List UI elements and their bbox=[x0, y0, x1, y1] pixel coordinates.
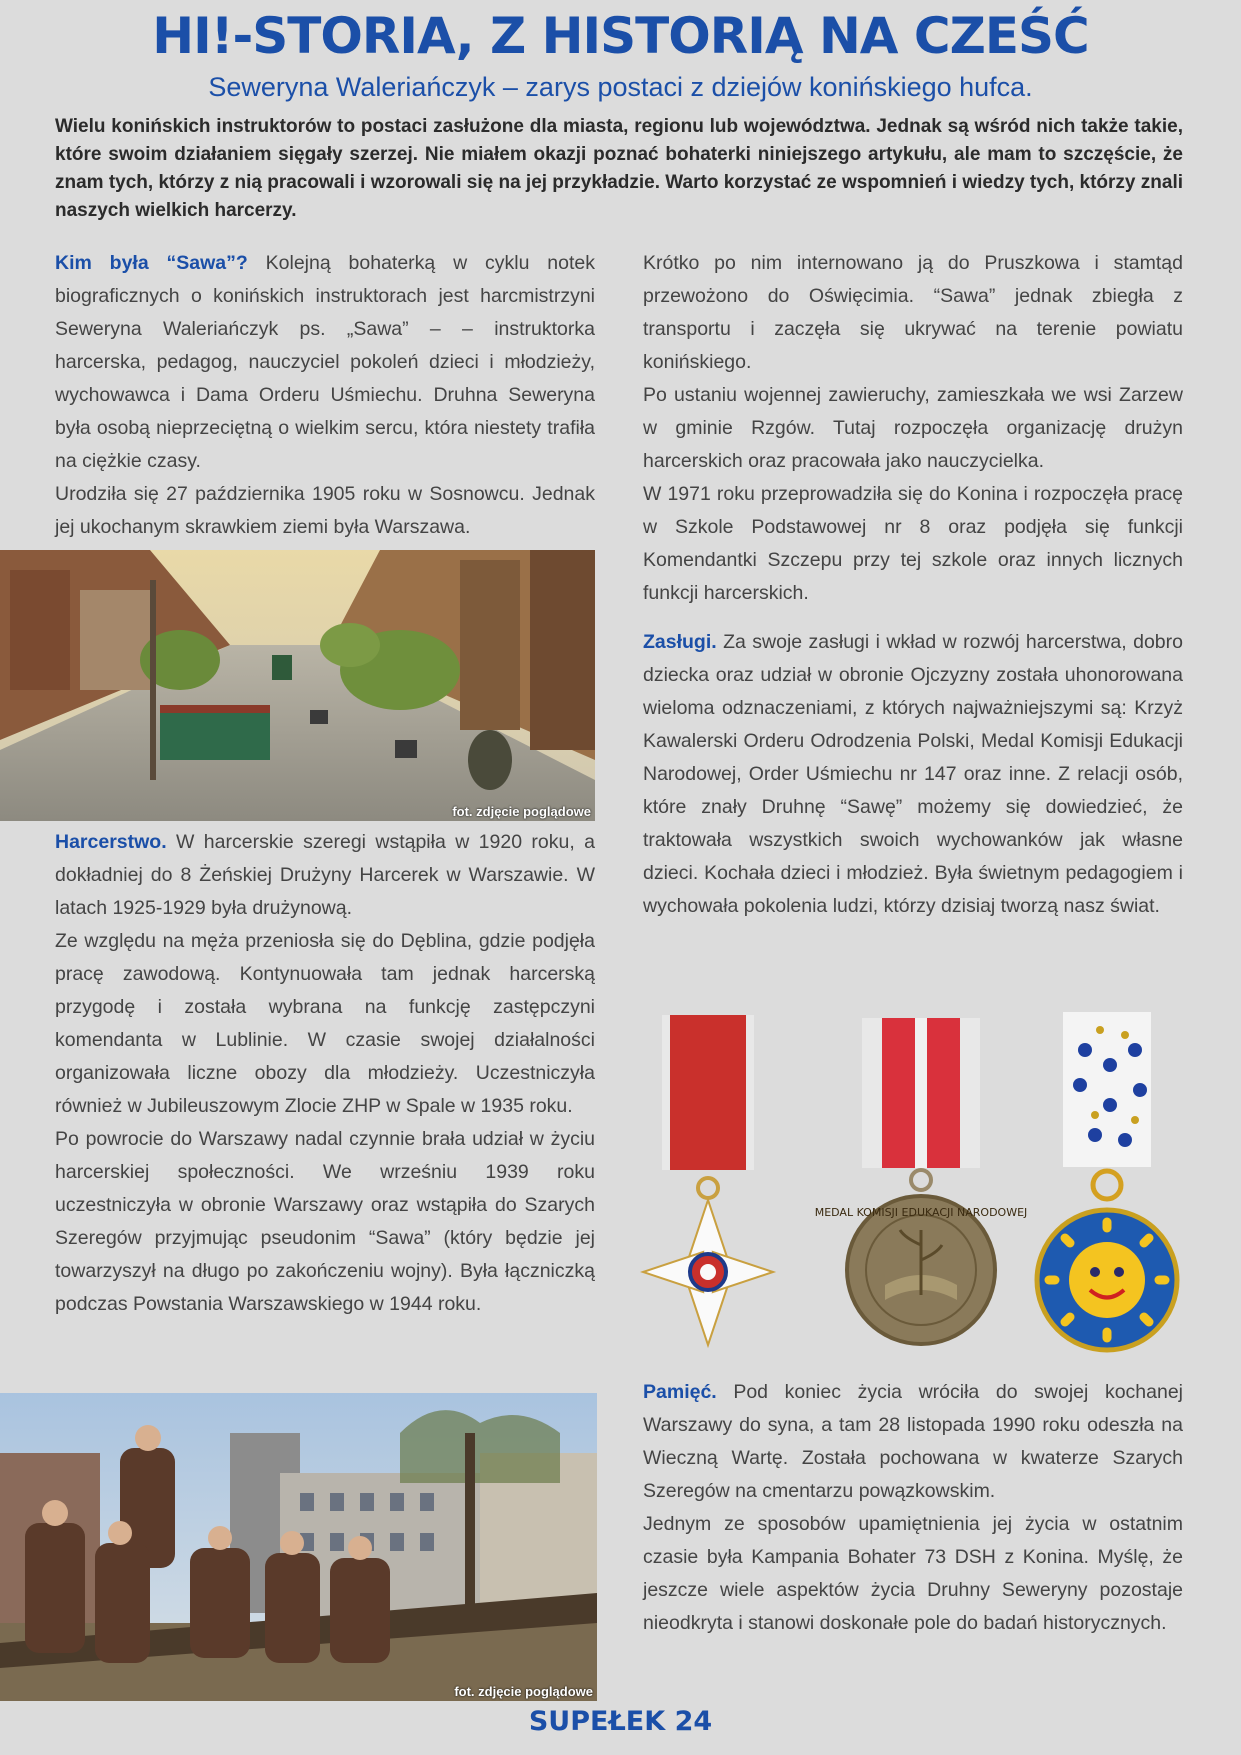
ken-medal-icon bbox=[815, 1018, 1028, 1344]
war-paragraph-1: Krótko po nim internowano ją do Pruszkowa i stamtąd przewożono do Oświęcimia. “Sawa” jednak zbiegła z transportu i zaczęła się ukrywać na terenie powiatu konińskiego. bbox=[643, 252, 1183, 373]
page-subtitle: Seweryna Waleriańczyk – zarys postaci z dziejów konińskiego hufca. bbox=[208, 72, 1033, 102]
scouting-paragraph-1: Harcerstwo. W harcerskie szeregi wstąpiła w 1920 roku, a dokładniej do 8 Żeńskiej Drużyny Harcerek w Warszawie. W latach 1925-1929 była drużynową. bbox=[55, 831, 595, 919]
medals-illustration bbox=[640, 1010, 1185, 1360]
scouts-group-photo bbox=[0, 1393, 597, 1701]
scouts-illustration bbox=[0, 1393, 597, 1701]
war-paragraph-3: W 1971 roku przeprowadziła się do Konina i rozpoczęła pracę w Szkole Podstawowej nr 8 oraz podjęła się funkcji Komendantki Szczepu przy tej szkole oraz innych licznych funkcji harcerskich. bbox=[643, 483, 1183, 604]
right-column-memory bbox=[643, 1376, 1183, 1640]
left-column-scouting bbox=[55, 826, 595, 1321]
medal-text: MEDAL KOMISJI EDUKACJI NARODOWEJ bbox=[814, 1206, 1028, 1219]
memory-paragraph-2: Jednym ze sposobów upamiętnienia jej życia w ostatnim czasie była Kampania Bohater 73 DSH z Konina. Myślę, że jeszcze wiele aspektów życia Druhny Seweryny pozostaje nieodkryta i stanowi doskonałe pole do badań historycznych. bbox=[643, 1513, 1183, 1634]
photo-credit: fot. zdjęcie poglądowe bbox=[452, 804, 591, 819]
scouting-paragraph-3: Po powrocie do Warszawy nadal czynnie brała udział w życiu harcerskiej społeczności. We wrześniu 1939 roku uczestniczyła w obronie Warszawy oraz wstąpiła do Szarych Szeregów przyjmując pseudonim “Sawa” (który będzie jej towarzyszył na długo po zakończeniu wojny). Była łączniczką podczas Powstania Warszawskiego w 1944 roku. bbox=[55, 1128, 595, 1315]
lead-paragraph: Wielu konińskich instruktorów to postaci zasłużone dla miasta, regionu lub województwa. Jednak są wśród nich także takie, które swoim działaniem sięgały szerzej. Nie miałem okazji poznać bohaterki niniejszego artykułu, ale mam to szczęście, że znam tych, którzy z nią pracowali i wzorowali się na jej przykładzie. Warto korzystać ze wspomnień i wiedzy tych, którzy znali naszych wielkich harcerzy. bbox=[55, 116, 1184, 221]
polonia-restituta-cross-icon bbox=[643, 1015, 773, 1345]
intro-paragraph: Kim była “Sawa”? Kolejną bohaterką w cyklu notek biograficznych o konińskich instruktorach jest harcmistrzyni Seweryna Waleriańczyk ps. „Sawa” – – instruktorka harcerska, pedagog, nauczyciel pokoleń dzieci i młodzieży, wychowawca i Dama Orderu Uśmiechu. Druhna Seweryna była osobą nieprzeciętną o wielkim sercu, która niestety trafiła na ciężkie czasy. bbox=[55, 252, 595, 472]
right-column-war bbox=[643, 247, 1183, 610]
section-label-scouting: Harcerstwo. bbox=[55, 831, 167, 853]
section-label-merits: Zasługi. bbox=[643, 631, 717, 653]
section-label-memory: Pamięć. bbox=[643, 1381, 717, 1403]
warsaw-street-photo bbox=[0, 550, 595, 821]
page-footer: SUPEŁEK 24 bbox=[528, 1706, 713, 1737]
medals-image bbox=[640, 1010, 1185, 1360]
right-column-merits bbox=[643, 626, 1183, 923]
memory-paragraph-1: Pamięć. Pod koniec życia wróciła do swojej kochanej Warszawy do syna, a tam 28 listopada 1990 roku odeszła na Wieczną Wartę. Została pochowana w kwaterze Szarych Szeregów na cmentarzu powązkowskim. bbox=[643, 1381, 1183, 1502]
section-label-who: Kim była “Sawa”? bbox=[55, 252, 248, 274]
merits-paragraph: Zasługi. Za swoje zasługi i wkład w rozwój harcerstwa, dobro dziecka oraz udział w obronie Ojczyzny została uhonorowana wieloma odznaczeniami, z których najważniejszymi są: Krzyż Kawalerski Orderu Odrodzenia Polski, Medal Komisji Edukacji Narodowej, Order Uśmiechu nr 147 oraz inne. Z relacji osób, które znały Druhnę “Sawę” możemy się dowiedzieć, że traktowała wszystkich swoich wychowanków jak własne dzieci. Kochała dzieci i młodzież. Była świetnym pedagogiem i wychowała pokolenia ludzi, którzy dzisiaj tworzą nasz świat. bbox=[643, 631, 1183, 917]
page-title: HI!-STORIA, Z HISTORIĄ NA CZEŚĆ bbox=[152, 7, 1089, 65]
birth-paragraph: Urodziła się 27 października 1905 roku w Sosnowcu. Jednak jej ukochanym skrawkiem ziemi była Warszawa. bbox=[55, 483, 595, 538]
photo-credit: fot. zdjęcie poglądowe bbox=[454, 1684, 593, 1699]
scouting-paragraph-2: Ze względu na męża przeniosła się do Dęblina, gdzie podjęła pracę zawodową. Kontynuowała tam jednak harcerską przygodę i została wybrana na funkcję zastępczyni komendanta w Lublinie. W czasie swojej działalności organizowała liczne obozy dla młodzieży. Uczestniczyła również w Jubileuszowym Zlocie ZHP w Spale w 1935 roku. bbox=[55, 930, 595, 1117]
war-paragraph-2: Po ustaniu wojennej zawieruchy, zamieszkała we wsi Zarzew w gminie Rzgów. Tutaj rozpoczęła organizację drużyn harcerskich oraz pracowała jako nauczycielka. bbox=[643, 384, 1183, 472]
warsaw-street-illustration bbox=[0, 550, 595, 821]
order-of-smile-icon bbox=[1037, 1012, 1177, 1350]
left-column-intro bbox=[55, 247, 595, 544]
